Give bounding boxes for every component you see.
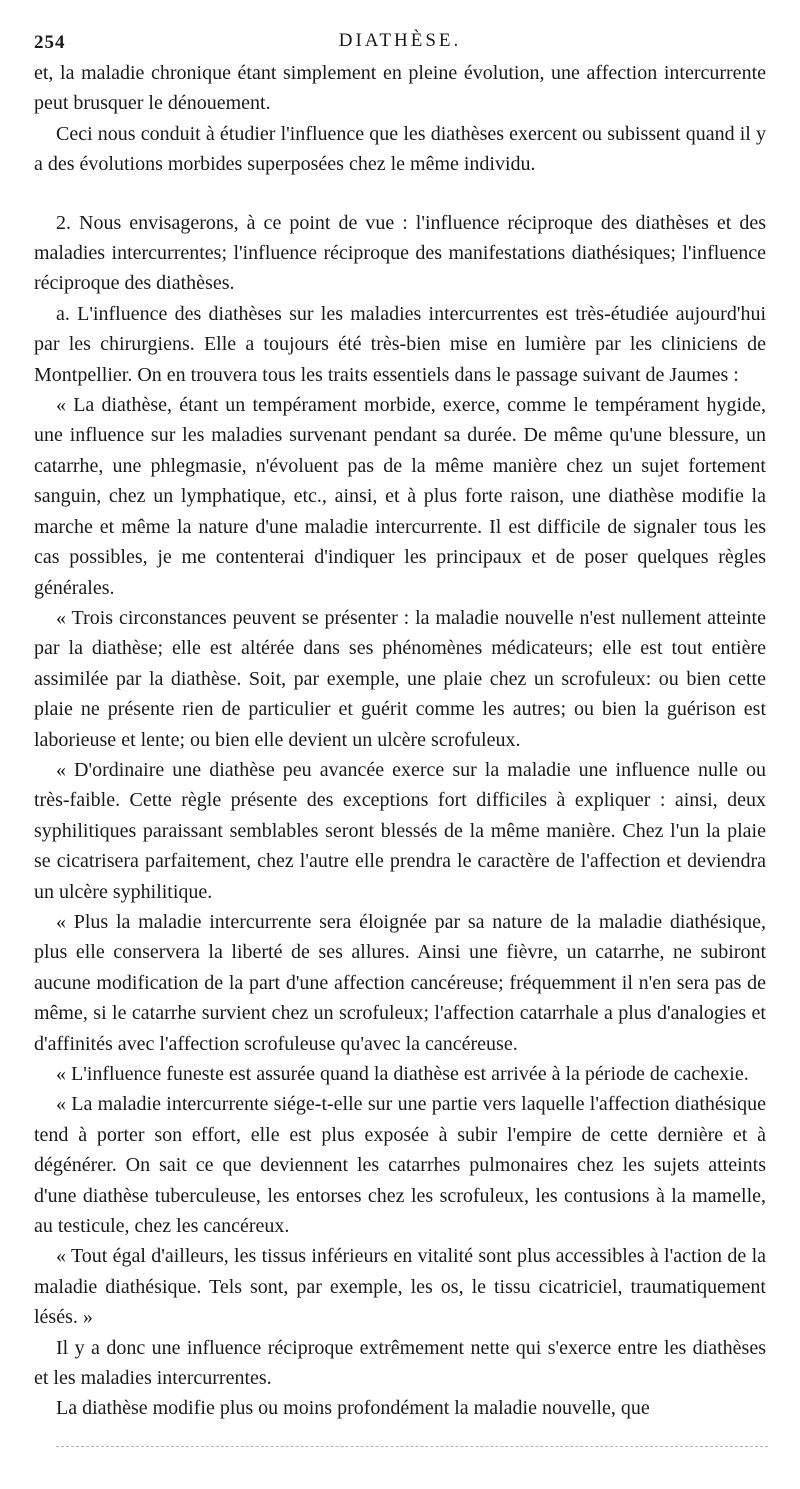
body-text (34, 58, 766, 1424)
paragraph: Il y a donc une influence réciproque extrêmement nette qui s'exerce entre les diathèses et les maladies intercurrentes. (34, 1336, 766, 1390)
paragraph: La diathèse modifie plus ou moins profondément la maladie nouvelle, que (56, 1397, 650, 1420)
running-title: DIATHÈSE. (338, 30, 462, 51)
quote-paragraph: « D'ordinaire une diathèse peu avancée exerce sur la maladie une influence nulle ou très-faible. Cette règle présente des exceptions fort difficiles à expliquer : ainsi, deux syphilitiques paraissant semblables seront blessés de la même manière. Chez l'un la plaie se cicatrisera parfaitement, chez l'autre elle prendra le caractère de l'affection et deviendra un ulcère syphilitique. (34, 758, 766, 903)
quote-paragraph: « Plus la maladie intercurrente sera éloignée par sa nature de la maladie diathésique, plus elle conservera la liberté de ses allures. Ainsi une fièvre, un catarrhe, ne subiront aucune modification de la part d'une affection cancéreuse; fréquemment il n'en sera pas de même, si le catarrhe survient chez un scrofuleux; l'affection catarrhale a plus d'analogies et d'affinités avec l'affection scrofuleuse qu'avec la cancéreuse. (34, 910, 766, 1055)
quote-paragraph: « La diathèse, étant un tempérament morbide, exerce, comme le tempérament hygide, une influence sur les maladies survenant pendant sa durée. De même qu'une blessure, un catarrhe, une phlegmasie, n'évoluent pas de la même manière chez un sujet fortement sanguin, chez un lymphatique, etc., ainsi, et à plus forte raison, une diathèse modifie la marche et même la nature d'une maladie intercurrente. Il est difficile de signaler tous les cas possibles, je me contenterai d'indiquer les principaux et de poser quelques règles générales. (34, 394, 766, 599)
paragraph-continuation: et, la maladie chronique étant simplement en pleine évolution, une affection intercurrente peut brusquer le dénouement. (34, 62, 766, 115)
book-page (34, 28, 766, 1424)
page-header (34, 28, 766, 58)
paragraph: Ceci nous conduit à étudier l'influence que les diathèses exercent ou subissent quand il y a des évolutions morbides superposées chez le même individu. (34, 122, 766, 176)
paragraph-section-a: a. L'influence des diathèses sur les maladies intercurrentes est très-étudiée aujourd'hui par les chirurgiens. Elle a toujours été très-bien mise en lumière par les cliniciens de Montpellier. On en trouvera tous les traits essentiels dans le passage suivant de Jaumes : (34, 302, 766, 386)
quote-paragraph: « L'influence funeste est assurée quand la diathèse est arrivée à la période de cachexie. (56, 1063, 749, 1085)
quote-paragraph: « Tout égal d'ailleurs, les tissus inférieurs en vitalité sont plus accessibles à l'action de la maladie diathésique. Tels sont, par exemple, les os, le tissu cicatriciel, traumatiquement lésés. » (34, 1245, 766, 1329)
quote-paragraph: « La maladie intercurrente siége-t-elle sur une partie vers laquelle l'affection diathésique tend à porter son effort, elle est plus exposée à subir l'empire de cette dernière et à dégénérer. On sait ce que deviennent les catarrhes pulmonaires chez les sujets atteints d'une diathèse tuberculeuse, les entorses chez les scrofuleux, les contusions à la mamelle, au testicule, chez les cancéreux. (34, 1093, 766, 1238)
paragraph-section-2: 2. Nous envisagerons, à ce point de vue : l'influence réciproque des diathèses et des maladies intercurrentes; l'influence réciproque des manifestations diathésiques; l'influence réciproque des diathèses. (34, 211, 766, 295)
footer-rule (56, 1446, 768, 1447)
quote-paragraph: « Trois circonstances peuvent se présenter : la maladie nouvelle n'est nullement atteinte par la diathèse; elle est altérée dans ses phénomènes médicateurs; elle est tout entière assimilée par la diathèse. Soit, par exemple, une plaie chez un scrofuleux: ou bien cette plaie ne présente rien de particulier et guérit comme les autres; ou bien la guérison est laborieuse et lente; ou bien elle devient un ulcère scrofuleux. (34, 606, 766, 751)
page-number: 254 (34, 32, 66, 53)
